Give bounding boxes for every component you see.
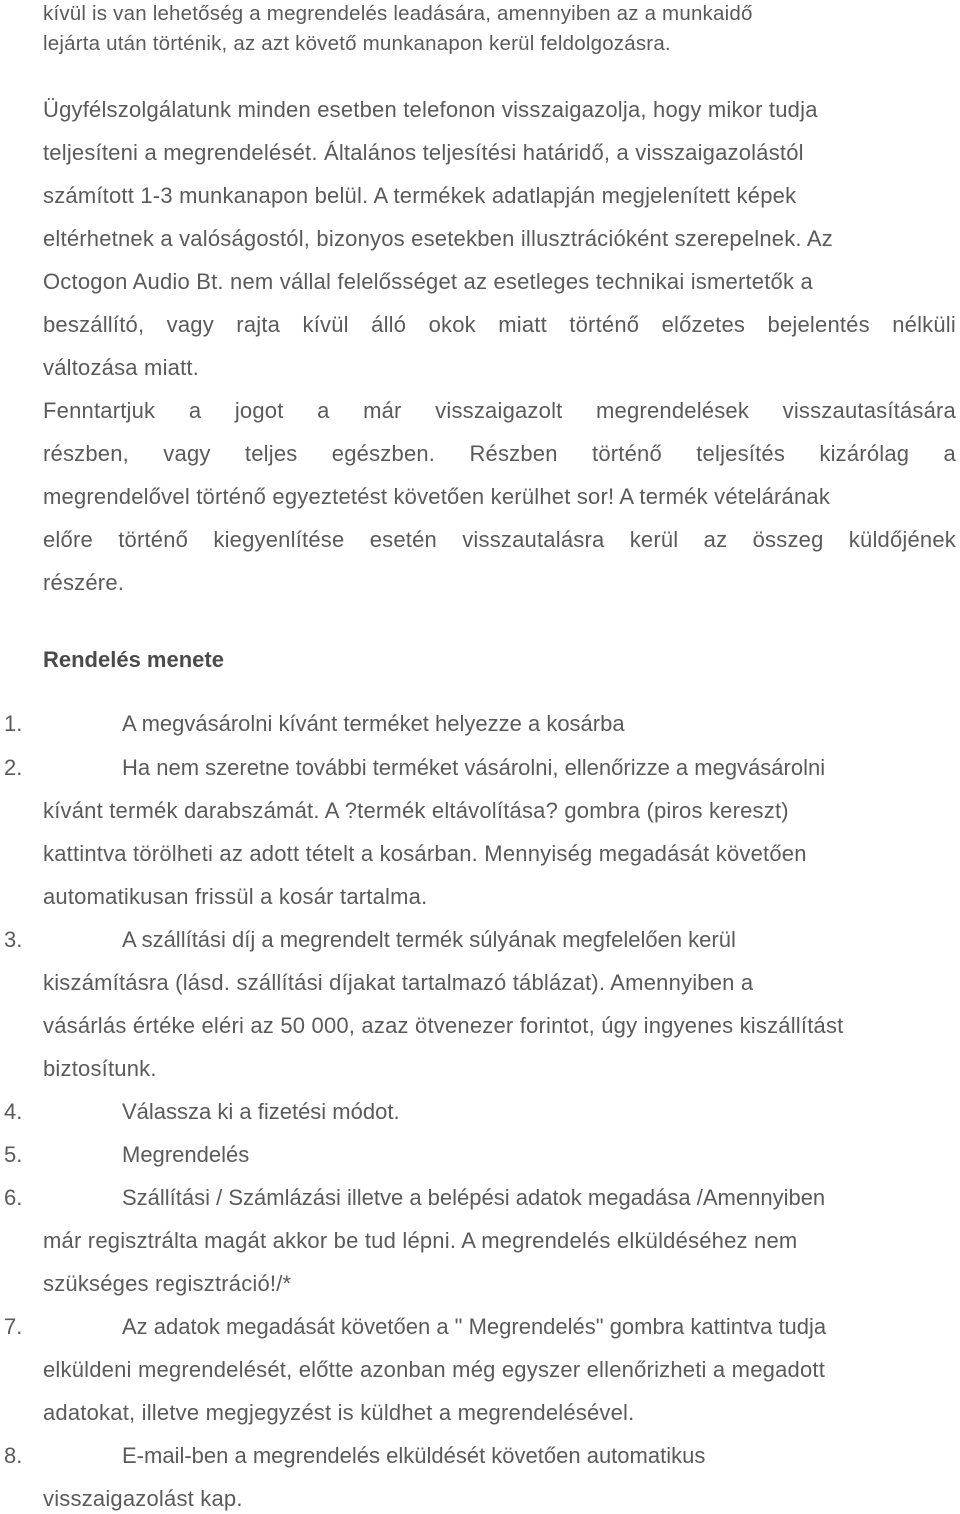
step-text: Válassza ki a fizetési módot.: [122, 1099, 400, 1124]
step-text-continued: biztosítunk.: [43, 1056, 157, 1081]
step-number: 2.: [4, 755, 23, 780]
step-number: 1.: [4, 711, 23, 736]
step-text-continued: kattintva törölheti az adott tételt a kosárban. Mennyiség megadását követően: [43, 841, 807, 866]
step-text: Megrendelés: [122, 1142, 250, 1167]
step-text: A szállítási díj a megrendelt termék súlyának megfelelően kerül: [122, 927, 736, 952]
paragraph-line: előre történő kiegyenlítése esetén visszautalásra kerül az összeg küldőjének: [43, 527, 956, 552]
paragraph-line: eltérhetnek a valóságostól, bizonyos esetekben illusztrációként szerepelnek. Az: [43, 226, 833, 251]
paragraph-line: Fenntartjuk a jogot a már visszaigazolt megrendelések visszautasítására: [43, 398, 956, 423]
intro-line: kívül is van lehetőség a megrendelés leadására, amennyiben az a munkaidő: [43, 2, 753, 25]
step-number: 6.: [4, 1185, 23, 1210]
section-heading: Rendelés menete: [43, 647, 224, 672]
step-text: Az adatok megadását követően a " Megrendelés" gombra kattintva tudja: [122, 1314, 827, 1339]
paragraph-line: teljesíteni a megrendelését. Általános teljesítési határidő, a visszaigazolástól: [43, 140, 804, 165]
intro-line: lejárta után történik, az azt követő munkanapon kerül feldolgozásra.: [43, 32, 671, 55]
step-number: 4.: [4, 1099, 23, 1124]
step-text-continued: kiszámításra (lásd. szállítási díjakat tartalmazó táblázat). Amennyiben a: [43, 970, 754, 995]
paragraph-line: Ügyfélszolgálatunk minden esetben telefonon visszaigazolja, hogy mikor tudja: [43, 97, 818, 122]
step-text-continued: visszaigazolást kap.: [43, 1486, 243, 1511]
step-text-continued: már regisztrálta magát akkor be tud lépni. A megrendelés elküldéséhez nem: [43, 1228, 798, 1253]
paragraph-line: Octogon Audio Bt. nem vállal felelősséget az esetleges technikai ismertetők a: [43, 269, 813, 294]
paragraph-line: beszállító, vagy rajta kívül álló okok miatt történő előzetes bejelentés nélküli: [43, 312, 956, 337]
paragraph-line: megrendelővel történő egyeztetést követően kerülhet sor! A termék vételárának: [43, 484, 831, 509]
step-text-continued: elküldeni megrendelését, előtte azonban még egyszer ellenőrizheti a megadott: [43, 1357, 826, 1382]
step-text-continued: kívánt termék darabszámát. A ?termék eltávolítása? gombra (piros kereszt): [43, 798, 789, 823]
step-number: 7.: [4, 1314, 23, 1339]
step-number: 8.: [4, 1443, 23, 1468]
step-number: 3.: [4, 927, 23, 952]
step-text-continued: automatikusan frissül a kosár tartalma.: [43, 884, 428, 909]
step-text: Ha nem szeretne további terméket vásárolni, ellenőrizze a megvásárolni: [122, 755, 826, 780]
paragraph-line: számított 1-3 munkanapon belül. A termékek adatlapján megjelenített képek: [43, 183, 797, 208]
step-text: E-mail-ben a megrendelés elküldését követően automatikus: [122, 1443, 706, 1468]
paragraph-line: változása miatt.: [43, 355, 200, 380]
step-text-continued: adatokat, illetve megjegyzést is küldhet a megrendelésével.: [43, 1400, 635, 1425]
paragraph-line: részére.: [43, 570, 125, 595]
step-text: A megvásárolni kívánt terméket helyezze a kosárba: [122, 711, 625, 736]
paragraph-line: részben, vagy teljes egészben. Részben történő teljesítés kizárólag a: [43, 441, 956, 466]
step-text-continued: szükséges regisztráció!/*: [43, 1271, 292, 1296]
step-text: Szállítási / Számlázási illetve a belépési adatok megadása /Amennyiben: [122, 1185, 826, 1210]
step-text-continued: vásárlás értéke eléri az 50 000, azaz ötvenezer forintot, úgy ingyenes kiszállítást: [43, 1013, 844, 1038]
step-number: 5.: [4, 1142, 23, 1167]
